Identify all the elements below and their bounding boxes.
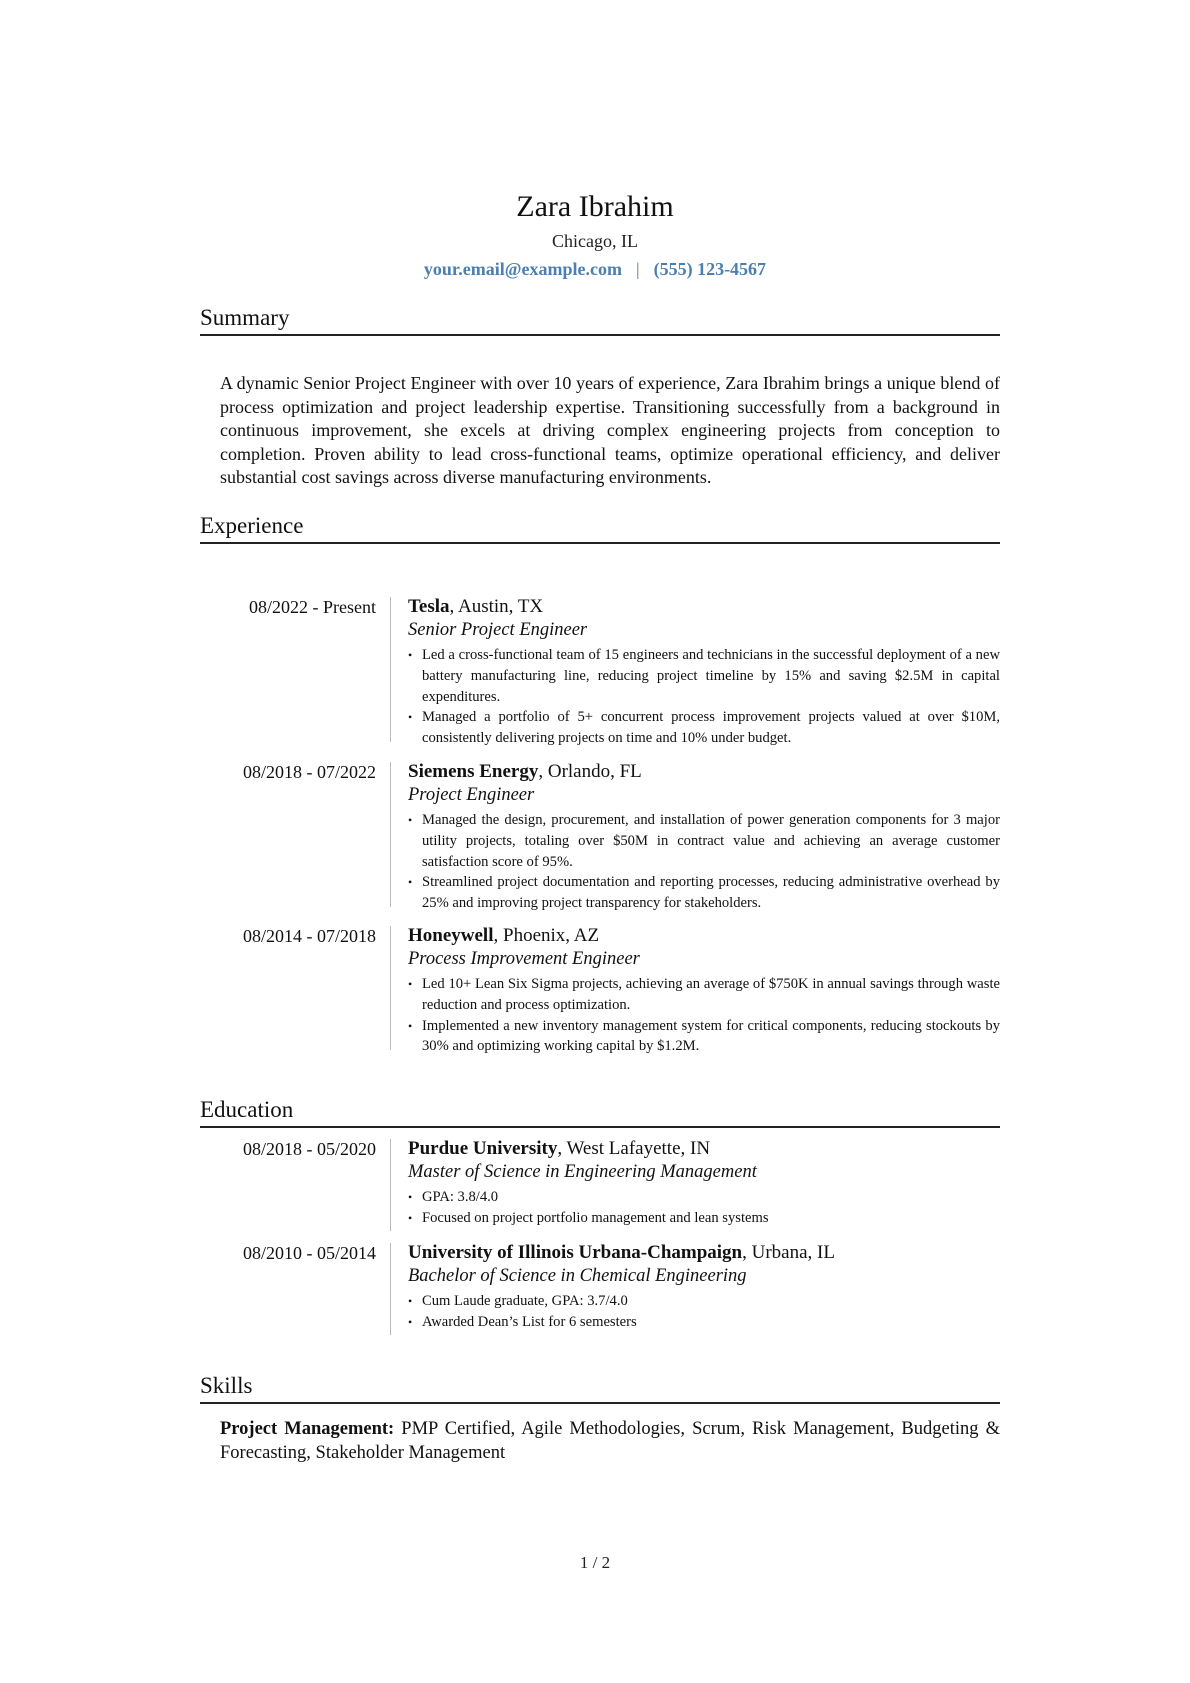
org-location: , Orlando, FL bbox=[538, 761, 642, 782]
entry-date: 08/2022 - Present bbox=[249, 597, 376, 617]
summary-heading: Summary bbox=[200, 304, 1000, 336]
org-name: Tesla bbox=[408, 596, 450, 617]
org-name: Purdue University bbox=[408, 1138, 558, 1159]
email-link[interactable]: your.email@example.com bbox=[423, 259, 622, 279]
entry-body bbox=[408, 1137, 1000, 1229]
entry-bullets bbox=[408, 1291, 1000, 1333]
entry-body bbox=[408, 1241, 1000, 1333]
experience-heading: Experience bbox=[200, 512, 1000, 544]
entry-body bbox=[408, 595, 1000, 749]
entry-organization bbox=[408, 1241, 1000, 1265]
entry-divider bbox=[390, 597, 391, 742]
candidate-location: Chicago, IL bbox=[552, 231, 638, 251]
entry-divider bbox=[390, 762, 391, 907]
list-item: • Streamlined project documentation and reporting processes, reducing administrative overhead by 25% and improving project transparency for stakeholders. bbox=[408, 872, 1000, 914]
entry-organization bbox=[408, 924, 1000, 948]
entry-date: 08/2018 - 05/2020 bbox=[243, 1139, 376, 1159]
entry-role: Project Engineer bbox=[408, 785, 535, 805]
list-item: • Led 10+ Lean Six Sigma projects, achieving an average of $750K in annual savings through waste reduction and process optimization. bbox=[408, 974, 1000, 1016]
contact-line bbox=[0, 257, 1190, 281]
education-heading: Education bbox=[200, 1096, 1000, 1128]
candidate-name: Zara Ibrahim bbox=[516, 190, 674, 223]
org-location: , Urbana, IL bbox=[742, 1242, 835, 1263]
entry-bullets bbox=[408, 810, 1000, 914]
org-location: , Phoenix, AZ bbox=[493, 925, 600, 946]
phone-link[interactable]: (555) 123-4567 bbox=[653, 259, 767, 279]
entry-bullets bbox=[408, 974, 1000, 1057]
entry-divider bbox=[390, 1139, 391, 1231]
org-location: , Austin, TX bbox=[449, 596, 544, 617]
entry-date: 08/2014 - 07/2018 bbox=[243, 926, 376, 946]
entry-date: 08/2018 - 07/2022 bbox=[243, 762, 376, 782]
skills-text bbox=[220, 1418, 1000, 1465]
skills-label: Project Management: bbox=[220, 1419, 395, 1439]
resume-header bbox=[0, 190, 1190, 281]
page-number: 1 / 2 bbox=[579, 1553, 611, 1572]
list-item: • Led a cross-functional team of 15 engineers and technicians in the successful deployment of a new battery manufacturing line, reducing project timeline by 15% and saving $2.5M in capital expenditures. bbox=[408, 645, 1000, 707]
entry-body bbox=[408, 760, 1000, 914]
entry-divider bbox=[390, 926, 391, 1050]
entry-bullets bbox=[408, 645, 1000, 749]
entry-organization bbox=[408, 595, 1000, 619]
list-item: • Implemented a new inventory management system for critical components, reducing stockouts by 30% and optimizing working capital by $1.2M. bbox=[408, 1016, 1000, 1058]
list-item: • Managed the design, procurement, and installation of power generation components for 3 major utility projects, totaling over $50M in contract value and achieving an average customer satisfaction score of 95%. bbox=[408, 810, 1000, 872]
list-item: • GPA: 3.8/4.0 bbox=[408, 1187, 1000, 1208]
entry-date: 08/2010 - 05/2014 bbox=[243, 1243, 376, 1263]
list-item: • Cum Laude graduate, GPA: 3.7/4.0 bbox=[408, 1291, 1000, 1312]
summary-text: A dynamic Senior Project Engineer with over 10 years of experience, Zara Ibrahim brings a unique blend of process optimization and project leadership expertise. Transitioning successfully from a background in continuous improvement, she excels at driving complex engineering projects from conception to completion. Proven ability to lead cross-functional teams, optimize operational efficiency, and deliver substantial cost savings across diverse manufacturing environments. bbox=[220, 373, 1000, 487]
org-name: University of Illinois Urbana-Champaign bbox=[408, 1242, 743, 1263]
skills-heading: Skills bbox=[200, 1372, 1000, 1404]
org-name: Siemens Energy bbox=[408, 761, 539, 782]
entry-role: Senior Project Engineer bbox=[408, 620, 588, 640]
list-item: • Awarded Dean’s List for 6 semesters bbox=[408, 1312, 1000, 1333]
list-item: • Focused on project portfolio management and lean systems bbox=[408, 1208, 1000, 1229]
contact-separator: | bbox=[635, 259, 640, 279]
entry-bullets bbox=[408, 1187, 1000, 1229]
entry-role: Process Improvement Engineer bbox=[408, 949, 640, 969]
entry-role: Master of Science in Engineering Management bbox=[408, 1162, 757, 1182]
org-name: Honeywell bbox=[408, 925, 494, 946]
list-item: • Managed a portfolio of 5+ concurrent process improvement projects valued at over $10M, consistently delivering projects on time and 10% under budget. bbox=[408, 707, 1000, 749]
entry-role: Bachelor of Science in Chemical Engineering bbox=[408, 1266, 747, 1286]
entry-divider bbox=[390, 1243, 391, 1335]
skills-list: PMP Certified, Agile Methodologies, Scrum, Risk Management, Budgeting & Forecasting, Stakeholder Management bbox=[220, 1419, 1000, 1463]
org-location: , West Lafayette, IN bbox=[557, 1138, 711, 1159]
entry-body bbox=[408, 924, 1000, 1057]
entry-organization bbox=[408, 1137, 1000, 1161]
entry-organization bbox=[408, 760, 1000, 784]
